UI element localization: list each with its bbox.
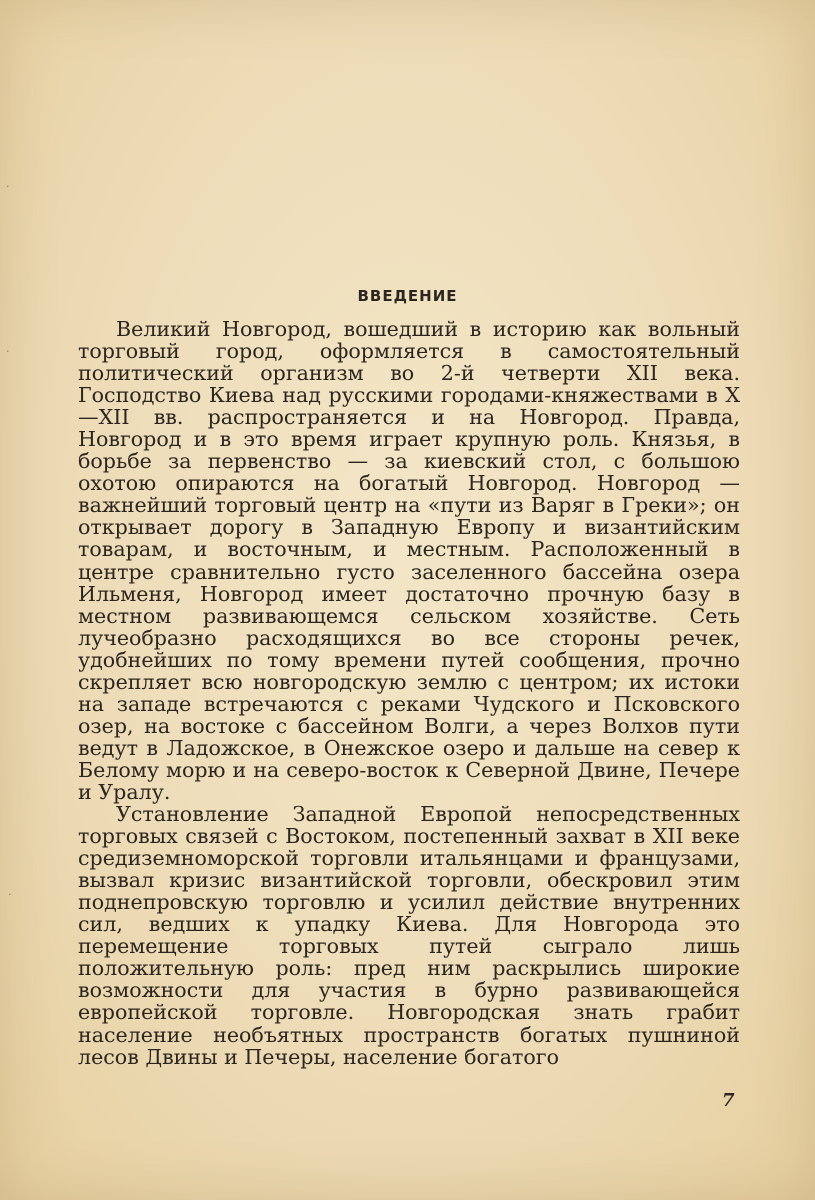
- margin-speck: ·: [6, 345, 10, 358]
- margin-speck: ·: [8, 888, 12, 901]
- margin-speck: ·: [6, 180, 10, 193]
- section-heading: ВВЕДЕНИЕ: [357, 287, 458, 305]
- paragraph-2: Установление Западной Европой непосредственных торговых связей с Востоком, постепенный захват в XII веке средиземноморской торговли итальянцами и французами, вызвал кризис византийской торговли, обескровил этим поднепровскую торговлю и усилил действие внутренних сил, ведших к упадку Киева. Для Новгорода это перемещение торговых путей сыграло лишь положительную роль: пред ним раскрылись широкие возможности для участия в бурно развивающейся европейской торговле. Новгородская знать грабит население необъятных пространств богатых пушниной лесов Двины и Печеры, население богатого: [78, 802, 740, 1069]
- body-text: [78, 318, 740, 1068]
- paragraph-1: Великий Новгород, вошедший в историю как вольный торговый город, оформляется в самостоятельный политический организм во 2-й четверти XII века. Господство Киева над русскими городами-княжествами в X—XII вв. распространяется и на Новгород. Правда, Новгород и в это время играет крупную роль. Князья, в борьбе за первенство — за киевский стол, с большою охотою опираются на богатый Новгород. Новгород — важнейший торговый центр на «пути из Варяг в Греки»; он открывает дорогу в Западную Европу и византийским товарам, и восточным, и местным. Расположенный в центре сравнительно густо заселенного бассейна озера Ильменя, Новгород имеет достаточно прочную базу в местном развивающемся сельском хозяйстве. Сеть лучеобразно расходящихся во все стороны речек, удобнейших по тому времени путей сообщения, прочно скрепляет всю новгородскую землю с центром; их истоки на западе встречаются с реками Чудского и Псковского озер, на востоке с бассейном Волги, а через Волхов пути ведут в Ладожское, в Онежское озеро и дальше на север к Белому морю и на северо-восток к Северной Двине, Печере и Уралу.: [78, 317, 740, 804]
- page-number: 7: [722, 1090, 735, 1111]
